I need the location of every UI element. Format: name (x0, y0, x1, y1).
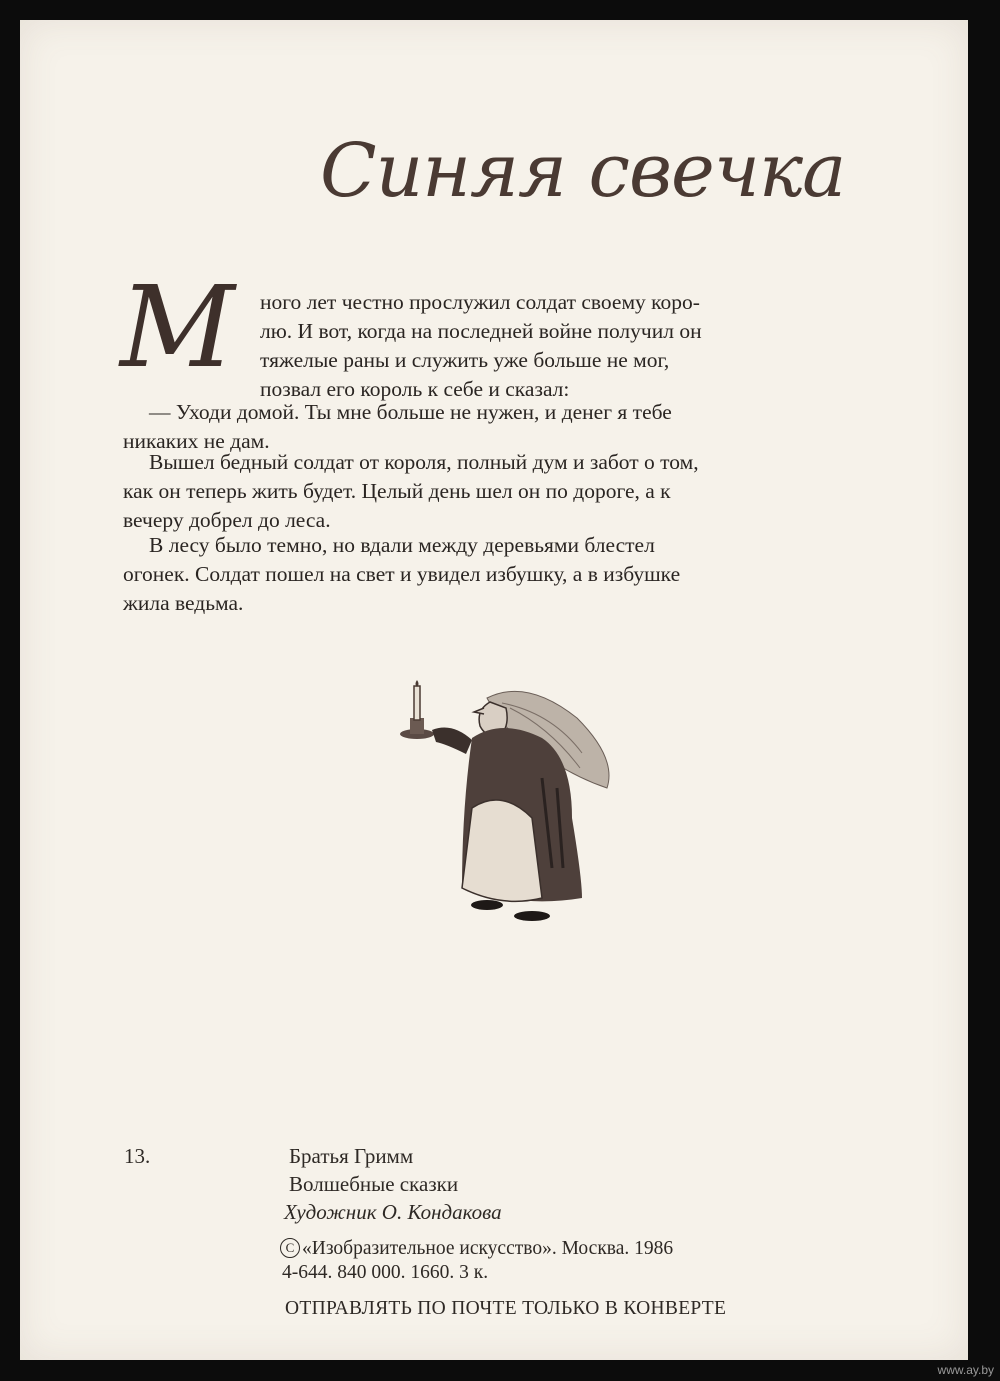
paragraph-4 (123, 531, 893, 618)
watermark: www.ay.by (937, 1363, 994, 1377)
text-line: В лесу было темно, но вдали между деревьями блестел (149, 533, 655, 557)
text-line: вечеру добрел до леса. (123, 508, 331, 532)
print-code: 4-644. 840 000. 1660. 3 к. (282, 1262, 489, 1283)
text-line: никаких не дам. (123, 429, 270, 453)
text-line: ного лет честно прослужил солдат своему коро- (260, 290, 700, 314)
drop-cap-letter: М (120, 263, 235, 393)
text-line: огонек. Солдат пошел на свет и увидел избушку, а в избушке (123, 562, 681, 586)
text-line: жила ведьма. (123, 591, 244, 615)
text-line: тяжелые раны и служить уже больше не мог, (260, 348, 670, 372)
witch-illustration (392, 678, 622, 928)
text-line: — Уходи домой. Ты мне больше не нужен, и денег я тебе (149, 400, 672, 424)
postcard-back (20, 20, 968, 1360)
text-line: Вышел бедный солдат от короля, полный дум и забот о том, (149, 450, 699, 474)
mail-notice: ОТПРАВЛЯТЬ ПО ПОЧТЕ ТОЛЬКО В КОНВЕРТЕ (285, 1298, 727, 1319)
artist-credit: Художник О. Кондакова (284, 1200, 502, 1224)
copyright-icon: C (280, 1238, 300, 1258)
text-line: как он теперь жить будет. Целый день шел он по дороге, а к (123, 479, 671, 503)
story-title: Синяя свечка (320, 128, 846, 214)
paragraph-3 (123, 448, 893, 535)
card-number: 13. (124, 1144, 151, 1168)
paragraph-1 (260, 288, 892, 404)
publisher-text: «Изобразительное искусство». Москва. 1986 (302, 1238, 674, 1259)
text-line: лю. И вот, когда на последней войне получил он (260, 319, 702, 343)
text-line: позвал его король к себе и сказал: (260, 377, 570, 401)
author-line: Братья Гримм (289, 1144, 414, 1168)
publisher-line (280, 1238, 673, 1260)
book-title: Волшебные сказки (289, 1172, 459, 1196)
